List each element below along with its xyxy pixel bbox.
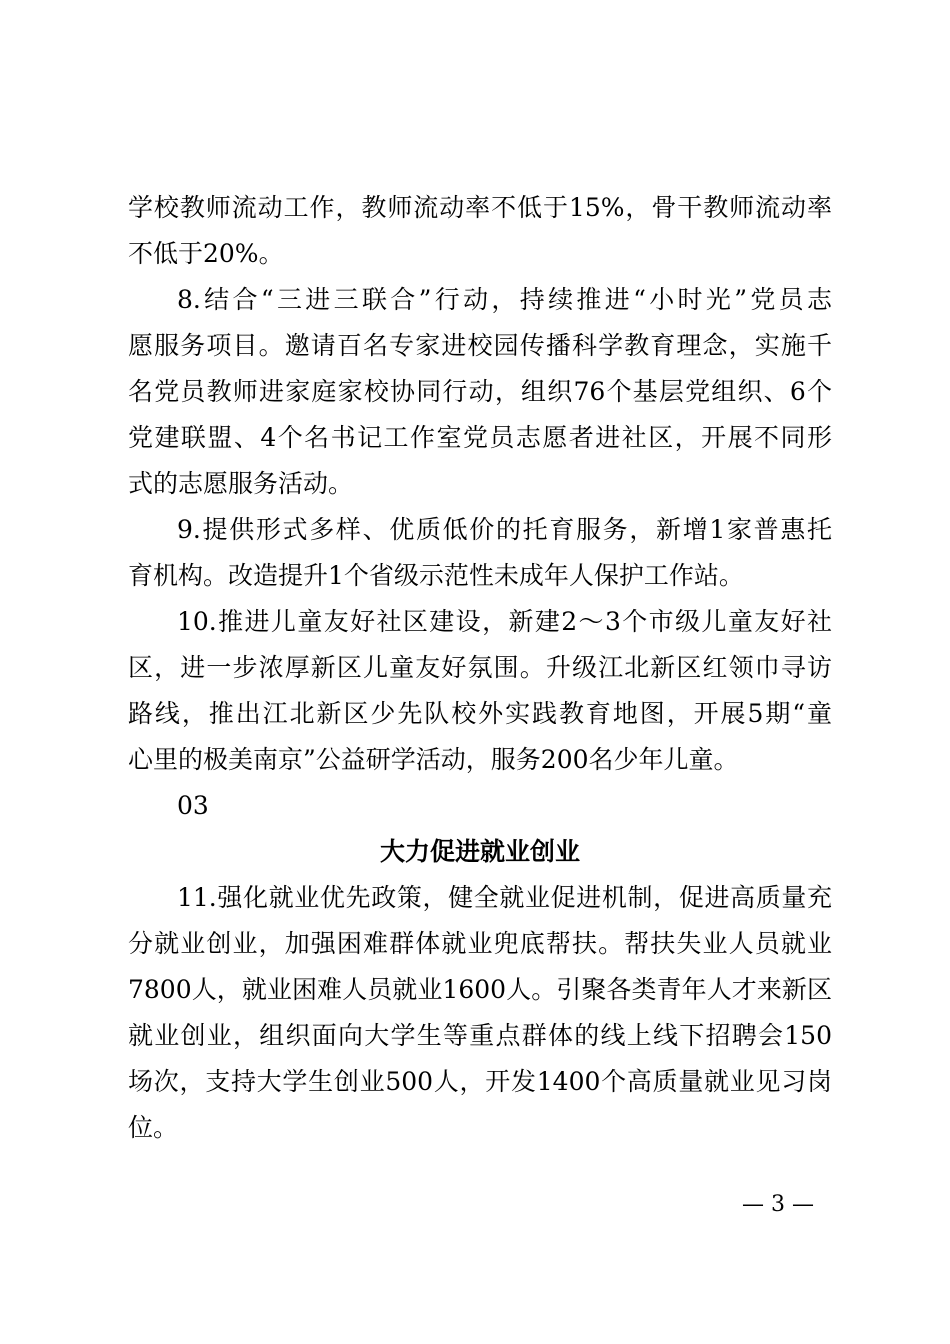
paragraph-line: 党建联盟、4个名书记工作室党员志愿者进社区，开展不同形 — [128, 423, 832, 452]
paragraph-line: 区，进一步浓厚新区儿童友好氛围。升级江北新区红领巾寻访 — [128, 653, 832, 682]
paragraph-line: 分就业创业，加强困难群体就业兜底帮扶。帮扶失业人员就业 — [128, 929, 832, 958]
paragraph-line: 不低于20%。 — [128, 239, 284, 268]
paragraph-line: 就业创业，组织面向大学生等重点群体的线上线下招聘会150 — [128, 1021, 832, 1050]
section-heading: 大力促进就业创业 — [379, 837, 580, 866]
paragraph-line: 式的志愿服务活动。 — [128, 469, 354, 498]
paragraph-line: 育机构。改造提升1个省级示范性未成年人保护工作站。 — [128, 561, 744, 590]
paragraph-line: 愿服务项目。邀请百名专家进校园传播科学教育理念，实施千 — [128, 331, 832, 360]
paragraph-line: 9.提供形式多样、优质低价的托育服务，新增1家普惠托 — [177, 515, 832, 544]
paragraph-line: 名党员教师进家庭家校协同行动，组织76个基层党组织、6个 — [128, 377, 832, 406]
paragraph-line: 11.强化就业优先政策，健全就业促进机制，促进高质量充 — [177, 883, 832, 912]
paragraph-line: 场次，支持大学生创业500人，开发1400个高质量就业见习岗 — [128, 1067, 832, 1096]
paragraph-line: 7800人，就业困难人员就业1600人。引聚各类青年人才来新区 — [128, 975, 832, 1004]
paragraph-line: 位。 — [128, 1113, 179, 1142]
paragraph-line: 学校教师流动工作，教师流动率不低于15%，骨干教师流动率 — [128, 193, 832, 222]
paragraph-line: 路线，推出江北新区少先队校外实践教育地图，开展5期“童 — [128, 699, 832, 728]
paragraph-line: 8.结合“三进三联合”行动，持续推进“小时光”党员志 — [177, 285, 832, 314]
paragraph-line: 心里的极美南京”公益研学活动，服务200名少年儿童。 — [128, 745, 739, 774]
section-number: 03 — [177, 791, 209, 820]
paragraph-line: 10.推进儿童友好社区建设，新建2～3个市级儿童友好社 — [177, 607, 832, 636]
page-number: — 3 — — [742, 1192, 814, 1217]
